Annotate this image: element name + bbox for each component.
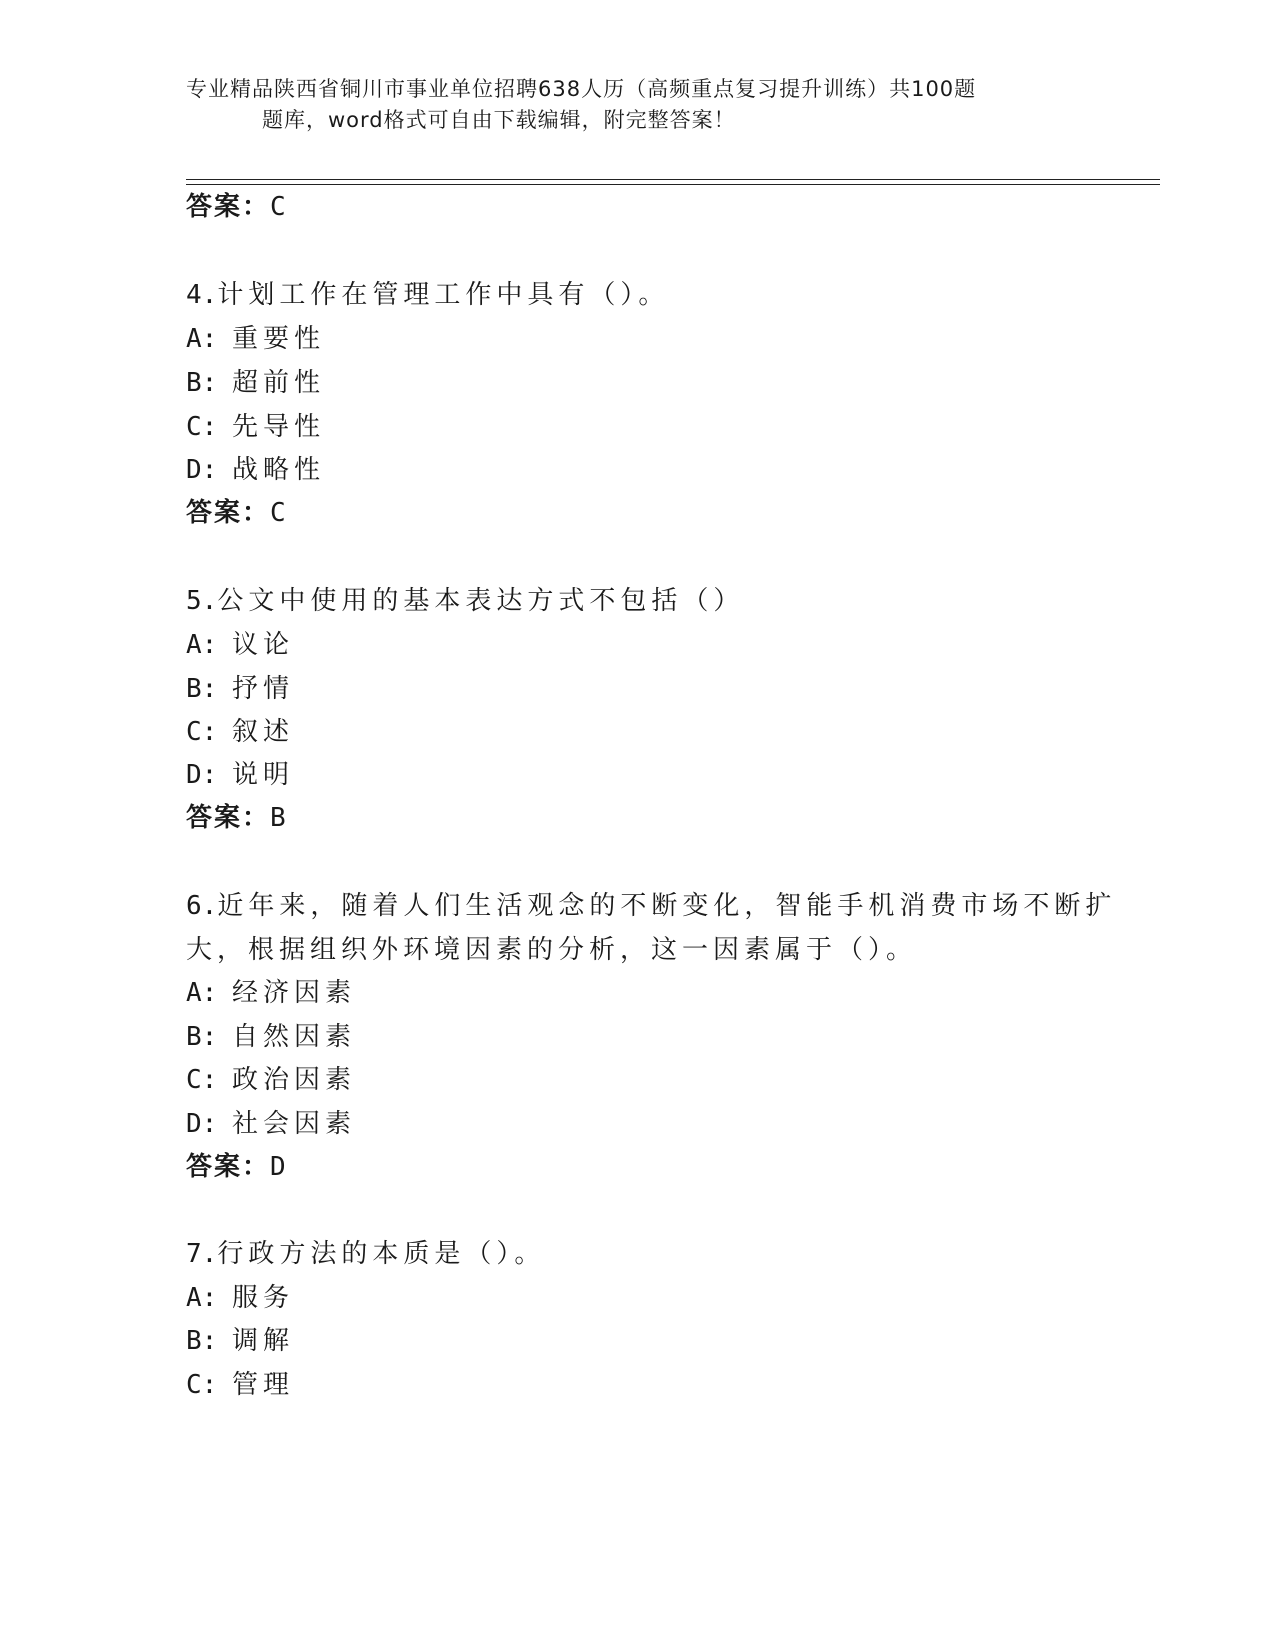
answer-label: 答案：	[186, 498, 271, 528]
option-letter: B:	[186, 1326, 218, 1356]
option-a	[186, 1277, 294, 1314]
question-number: 6.	[186, 891, 218, 921]
option-letter: B:	[186, 1022, 218, 1052]
option-b	[186, 1320, 294, 1357]
question-text: 近年来，随着人们生活观念的不断变化，智能手机消费市场不断扩	[217, 891, 1117, 921]
option-letter: A:	[186, 978, 218, 1008]
question-number: 7.	[186, 1239, 218, 1269]
option-d	[186, 449, 325, 486]
header-rule-top	[186, 179, 1160, 180]
option-text: 战略性	[232, 455, 326, 485]
option-b	[186, 668, 294, 705]
option-text: 议论	[232, 630, 295, 660]
option-text: 超前性	[232, 368, 326, 398]
answer-label: 答案：	[186, 192, 271, 222]
option-text: 调解	[232, 1326, 295, 1356]
option-letter: A:	[186, 1283, 218, 1313]
option-text: 重要性	[232, 324, 326, 354]
header-line-1: 专业精品陕西省铜川市事业单位招聘638人历（高频重点复习提升训练）共100题	[186, 77, 977, 101]
option-letter: D:	[186, 1109, 218, 1139]
option-letter: B:	[186, 368, 218, 398]
answer-line	[186, 1146, 288, 1183]
answer-value: B	[270, 803, 288, 833]
option-c	[186, 1059, 356, 1096]
question-stem	[186, 885, 1116, 922]
option-b	[186, 1016, 356, 1053]
option-letter: C:	[186, 1370, 218, 1400]
option-b	[186, 362, 325, 399]
answer-line	[186, 492, 288, 529]
question-number: 5.	[186, 586, 218, 616]
document-header	[186, 74, 1086, 136]
option-text: 先导性	[232, 412, 326, 442]
question-text: 计划工作在管理工作中具有（）。	[217, 280, 670, 310]
answer-value: C	[270, 192, 288, 222]
option-a	[186, 972, 356, 1009]
question-text: 行政方法的本质是（）。	[217, 1239, 546, 1269]
option-letter: A:	[186, 324, 218, 354]
option-letter: C:	[186, 717, 218, 747]
option-text: 政治因素	[232, 1065, 357, 1095]
option-text: 经济因素	[232, 978, 357, 1008]
option-text: 社会因素	[232, 1109, 357, 1139]
option-text: 说明	[232, 760, 295, 790]
question-text-continued: 大，根据组织外环境因素的分析，这一因素属于（）。	[186, 935, 918, 965]
option-text: 抒情	[232, 674, 295, 704]
option-text: 自然因素	[232, 1022, 357, 1052]
option-a	[186, 624, 294, 661]
header-line-2: 题库，word格式可自由下载编辑，附完整答案！	[262, 108, 736, 132]
answer-value: D	[270, 1152, 288, 1182]
answer-value: C	[270, 498, 288, 528]
option-text: 叙述	[232, 717, 295, 747]
answer-label: 答案：	[186, 1152, 271, 1182]
question-stem	[186, 274, 669, 311]
option-letter: C:	[186, 1065, 218, 1095]
option-d	[186, 1103, 356, 1140]
option-c	[186, 1364, 294, 1401]
question-text: 公文中使用的基本表达方式不包括（）	[217, 586, 745, 616]
header-rule-bottom	[186, 184, 1160, 185]
option-c	[186, 711, 294, 748]
option-text: 服务	[232, 1283, 295, 1313]
option-letter: C:	[186, 412, 218, 442]
option-letter: D:	[186, 455, 218, 485]
option-a	[186, 318, 325, 355]
question-stem	[186, 1233, 545, 1270]
option-text: 管理	[232, 1370, 295, 1400]
option-d	[186, 754, 294, 791]
option-c	[186, 406, 325, 443]
option-letter: B:	[186, 674, 218, 704]
option-letter: A:	[186, 630, 218, 660]
answer-label: 答案：	[186, 803, 271, 833]
option-letter: D:	[186, 760, 218, 790]
answer-line	[186, 797, 288, 834]
question-stem	[186, 580, 744, 617]
answer-line	[186, 186, 288, 223]
question-number: 4.	[186, 280, 218, 310]
